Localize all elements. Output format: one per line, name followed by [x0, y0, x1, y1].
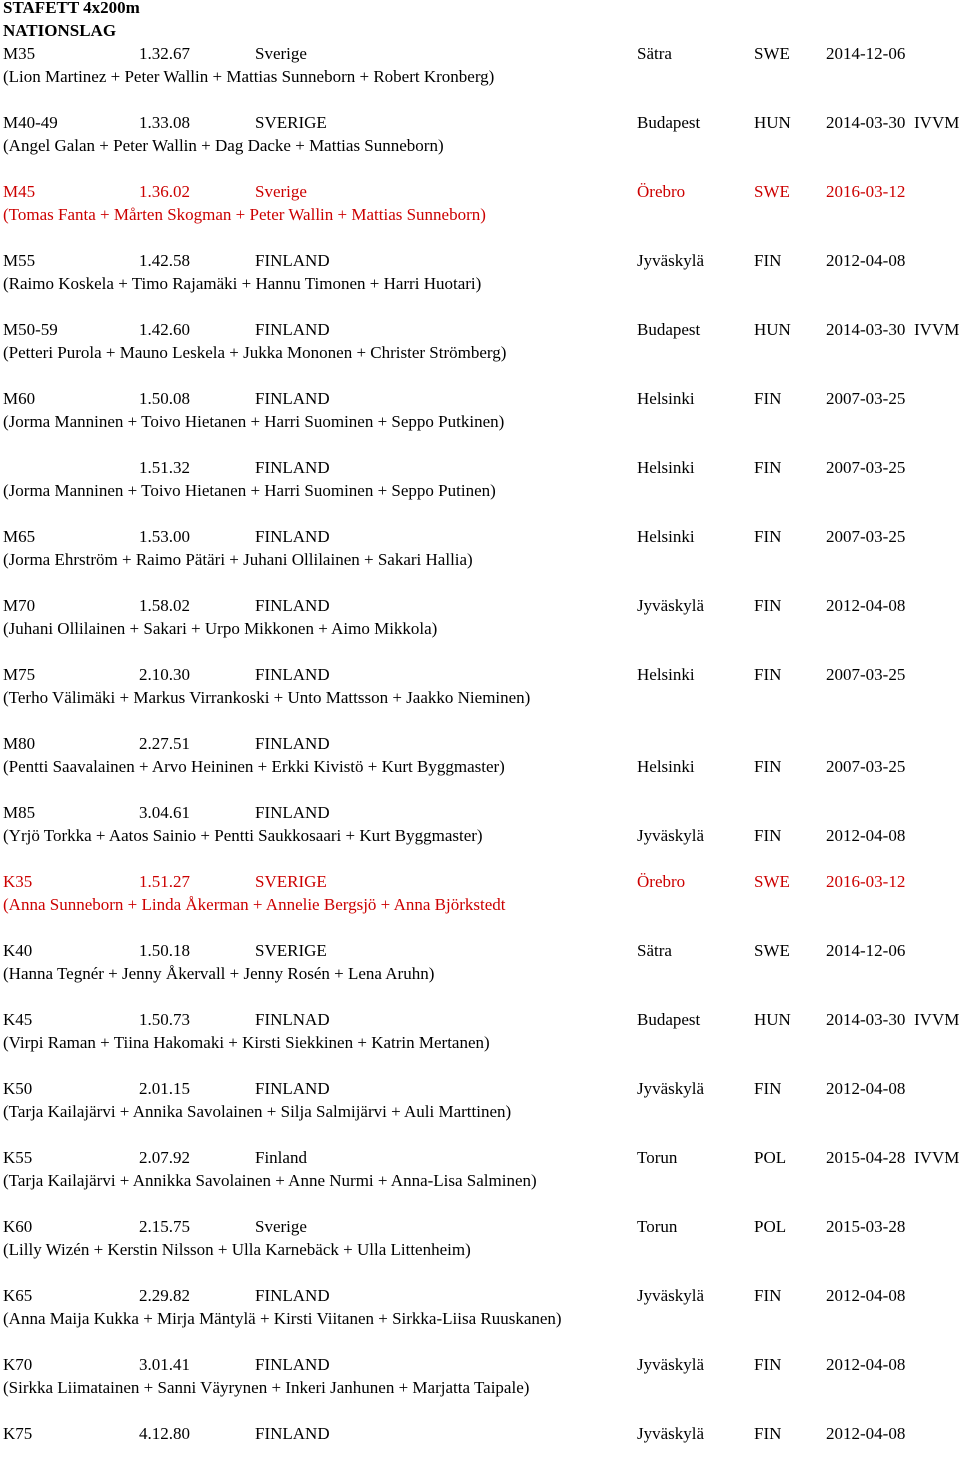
record-row	[0, 1009, 960, 1031]
country-code: FIN	[754, 1079, 782, 1098]
record-date: 2012-04-08	[826, 1079, 906, 1098]
member-names: (Jorma Ehrström + Raimo Pätäri + Juhani Ollilainen + Sakari Hallia)	[3, 550, 473, 569]
event-label: IVVM	[914, 113, 960, 132]
team-name: FINLAND	[255, 320, 330, 339]
event-label: IVVM	[914, 1148, 960, 1167]
venue-city: Jyväskylä	[637, 826, 705, 845]
result-time: 1.42.60	[139, 320, 190, 339]
record-row	[0, 733, 960, 755]
team-name: FINLAND	[255, 389, 330, 408]
record-date: 2012-04-08	[826, 826, 906, 845]
record-row	[0, 526, 960, 548]
record-row	[0, 388, 960, 410]
country-code: FIN	[754, 826, 782, 845]
member-names: (Lion Martinez + Peter Wallin + Mattias Sunneborn + Robert Kronberg)	[3, 67, 495, 86]
venue-city: Sätra	[637, 941, 672, 960]
result-time: 2.27.51	[139, 734, 190, 753]
venue-city: Helsinki	[637, 458, 695, 477]
member-names: (Raimo Koskela + Timo Rajamäki + Hannu Timonen + Harri Huotari)	[3, 274, 482, 293]
venue-city: Örebro	[637, 182, 686, 201]
venue-city: Helsinki	[637, 665, 695, 684]
team-name: FINLAND	[255, 1424, 330, 1443]
team-members	[0, 204, 960, 226]
team-members	[0, 618, 960, 640]
record-row	[0, 1354, 960, 1376]
page-title: STAFETT 4x200m	[3, 0, 140, 17]
team-members	[0, 480, 960, 502]
class-label: K35	[3, 872, 33, 891]
record-date: 2012-04-08	[826, 251, 906, 270]
record-row	[0, 43, 960, 65]
venue-city: Torun	[637, 1217, 678, 1236]
record-date: 2015-04-28	[826, 1148, 906, 1167]
result-time: 1.50.08	[139, 389, 190, 408]
venue-city: Jyväskylä	[637, 1079, 705, 1098]
member-names: (Jorma Manninen + Toivo Hietanen + Harri Suominen + Seppo Putinen)	[3, 481, 496, 500]
result-time: 1.51.27	[139, 872, 190, 891]
member-names: (Juhani Ollilainen + Sakari + Urpo Mikkonen + Aimo Mikkola)	[3, 619, 438, 638]
result-time: 1.58.02	[139, 596, 190, 615]
record-row	[0, 112, 960, 134]
result-time: 1.50.73	[139, 1010, 190, 1029]
venue-city: Helsinki	[637, 527, 695, 546]
team-members	[0, 894, 960, 916]
team-members	[0, 825, 960, 847]
member-names: (Yrjö Torkka + Aatos Sainio + Pentti Saukkosaari + Kurt Byggmaster)	[3, 826, 483, 845]
record-row	[0, 181, 960, 203]
result-time: 1.53.00	[139, 527, 190, 546]
record-row	[0, 250, 960, 272]
team-members	[0, 273, 960, 295]
team-name: SVERIGE	[255, 113, 327, 132]
record-date: 2015-03-28	[826, 1217, 906, 1236]
record-row	[0, 1078, 960, 1100]
country-code: HUN	[754, 320, 791, 339]
record-date: 2016-03-12	[826, 872, 906, 891]
class-label: M55	[3, 251, 36, 270]
result-time: 2.10.30	[139, 665, 190, 684]
class-label: M75	[3, 665, 36, 684]
team-name: FINLAND	[255, 1079, 330, 1098]
team-members	[0, 1101, 960, 1123]
country-code: FIN	[754, 458, 782, 477]
country-code: FIN	[754, 527, 782, 546]
team-members	[0, 687, 960, 709]
country-code: FIN	[754, 1424, 782, 1443]
member-names: (Virpi Raman + Tiina Hakomaki + Kirsti Siekkinen + Katrin Mertanen)	[3, 1033, 490, 1052]
venue-city: Budapest	[637, 1010, 701, 1029]
country-code: SWE	[754, 44, 790, 63]
member-names: (Anna Sunneborn + Linda Åkerman + Annelie Bergsjö + Anna Björkstedt	[3, 895, 506, 914]
class-label: K65	[3, 1286, 33, 1305]
class-label: M40-49	[3, 113, 58, 132]
team-name: FINLAND	[255, 803, 330, 822]
venue-city: Jyväskylä	[637, 1286, 705, 1305]
result-time: 1.32.67	[139, 44, 190, 63]
record-date: 2012-04-08	[826, 1355, 906, 1374]
record-date: 2007-03-25	[826, 665, 906, 684]
class-label: K75	[3, 1424, 33, 1443]
team-name: FINLAND	[255, 458, 330, 477]
record-date: 2014-12-06	[826, 941, 906, 960]
country-code: POL	[754, 1148, 787, 1167]
team-name: SVERIGE	[255, 872, 327, 891]
country-code: HUN	[754, 1010, 791, 1029]
record-row	[0, 1285, 960, 1307]
result-time: 4.12.80	[139, 1424, 190, 1443]
team-members	[0, 66, 960, 88]
record-date: 2014-12-06	[826, 44, 906, 63]
record-date: 2014-03-30	[826, 320, 906, 339]
event-label: IVVM	[914, 320, 960, 339]
country-code: SWE	[754, 872, 790, 891]
venue-city: Budapest	[637, 320, 701, 339]
country-code: FIN	[754, 596, 782, 615]
record-row	[0, 457, 960, 479]
record-date: 2016-03-12	[826, 182, 906, 201]
record-row	[0, 940, 960, 962]
member-names: (Terho Välimäki + Markus Virrankoski + Unto Mattsson + Jaakko Nieminen)	[3, 688, 531, 707]
team-members	[0, 1377, 960, 1399]
member-names: (Lilly Wizén + Kerstin Nilsson + Ulla Karnebäck + Ulla Littenheim)	[3, 1240, 471, 1259]
member-names: (Tarja Kailajärvi + Annika Savolainen + Silja Salmijärvi + Auli Marttinen)	[3, 1102, 512, 1121]
class-label: K60	[3, 1217, 33, 1236]
record-row	[0, 871, 960, 893]
team-members	[0, 1446, 960, 1468]
record-row	[0, 1216, 960, 1238]
result-time: 2.01.15	[139, 1079, 190, 1098]
team-name: Sverige	[255, 182, 307, 201]
result-time: 2.07.92	[139, 1148, 190, 1167]
result-time: 2.29.82	[139, 1286, 190, 1305]
member-names: (Anna Maija Kukka + Mirja Mäntylä + Kirsti Viitanen + Sirkka-Liisa Ruuskanen)	[3, 1309, 562, 1328]
record-date: 2014-03-30	[826, 113, 906, 132]
team-name: SVERIGE	[255, 941, 327, 960]
country-code: FIN	[754, 757, 782, 776]
class-label: M60	[3, 389, 36, 408]
team-name: Finland	[255, 1148, 307, 1167]
result-time: 1.36.02	[139, 182, 190, 201]
team-members	[0, 1170, 960, 1192]
record-row	[0, 664, 960, 686]
record-date: 2012-04-08	[826, 596, 906, 615]
country-code: FIN	[754, 1355, 782, 1374]
team-members	[0, 135, 960, 157]
record-row	[0, 319, 960, 341]
country-code: FIN	[754, 1286, 782, 1305]
result-time: 3.04.61	[139, 803, 190, 822]
class-label: M45	[3, 182, 36, 201]
venue-city: Örebro	[637, 872, 686, 891]
class-label: M80	[3, 734, 36, 753]
result-time: 2.15.75	[139, 1217, 190, 1236]
country-code: SWE	[754, 941, 790, 960]
team-members	[0, 1239, 960, 1261]
country-code: FIN	[754, 389, 782, 408]
team-name: FINLAND	[255, 527, 330, 546]
venue-city: Jyväskylä	[637, 596, 705, 615]
record-date: 2007-03-25	[826, 757, 906, 776]
record-date: 2014-03-30	[826, 1010, 906, 1029]
venue-city: Jyväskylä	[637, 1355, 705, 1374]
venue-city: Jyväskylä	[637, 1424, 705, 1443]
venue-city: Jyväskylä	[637, 251, 705, 270]
member-names: (Pentti Saavalainen + Arvo Heininen + Erkki Kivistö + Kurt Byggmaster)	[3, 757, 505, 776]
team-name: FINLNAD	[255, 1010, 330, 1029]
team-members	[0, 1308, 960, 1330]
member-names: (Petteri Purola + Mauno Leskela + Jukka Mononen + Christer Strömberg)	[3, 343, 507, 362]
venue-city: Helsinki	[637, 757, 695, 776]
record-date: 2007-03-25	[826, 458, 906, 477]
team-name: FINLAND	[255, 1355, 330, 1374]
member-names: (Sirkka Liimatainen + Sanni Väyrynen + Inkeri Janhunen + Marjatta Taipale)	[3, 1378, 530, 1397]
member-names: (Angel Galan + Peter Wallin + Dag Dacke + Mattias Sunneborn)	[3, 136, 444, 155]
record-date: 2007-03-25	[826, 389, 906, 408]
event-label: IVVM	[914, 1010, 960, 1029]
result-time: 1.50.18	[139, 941, 190, 960]
venue-city: Budapest	[637, 113, 701, 132]
member-names: (Tomas Fanta + Mårten Skogman + Peter Wallin + Mattias Sunneborn)	[3, 205, 486, 224]
country-code: FIN	[754, 665, 782, 684]
class-label: M85	[3, 803, 36, 822]
result-time: 1.33.08	[139, 113, 190, 132]
result-time: 1.51.32	[139, 458, 190, 477]
country-code: FIN	[754, 251, 782, 270]
page-subtitle: NATIONSLAG	[3, 21, 117, 40]
result-time: 1.42.58	[139, 251, 190, 270]
record-date: 2012-04-08	[826, 1424, 906, 1443]
class-label: K50	[3, 1079, 33, 1098]
team-name: FINLAND	[255, 665, 330, 684]
class-label: K45	[3, 1010, 33, 1029]
country-code: SWE	[754, 182, 790, 201]
record-row	[0, 802, 960, 824]
result-time: 3.01.41	[139, 1355, 190, 1374]
record-row	[0, 1423, 960, 1445]
member-names: (Jorma Manninen + Toivo Hietanen + Harri Suominen + Seppo Putkinen)	[3, 412, 505, 431]
class-label: K55	[3, 1148, 33, 1167]
team-name: FINLAND	[255, 734, 330, 753]
team-members	[0, 756, 960, 778]
record-row	[0, 595, 960, 617]
class-label: M65	[3, 527, 36, 546]
class-label: M50-59	[3, 320, 58, 339]
team-members	[0, 963, 960, 985]
venue-city: Torun	[637, 1148, 678, 1167]
record-date: 2012-04-08	[826, 1286, 906, 1305]
member-names: (Tarja Kailajärvi + Annikka Savolainen + Anne Nurmi + Anna-Lisa Salminen)	[3, 1171, 537, 1190]
team-name: FINLAND	[255, 596, 330, 615]
class-label: K70	[3, 1355, 33, 1374]
team-name: FINLAND	[255, 251, 330, 270]
member-names: (Hanna Tegnér + Jenny Åkervall + Jenny Rosén + Lena Aruhn)	[3, 964, 435, 983]
team-name: FINLAND	[255, 1286, 330, 1305]
team-members	[0, 342, 960, 364]
venue-city: Sätra	[637, 44, 672, 63]
team-name: Sverige	[255, 1217, 307, 1236]
team-members	[0, 1032, 960, 1054]
team-members	[0, 411, 960, 433]
record-date: 2007-03-25	[826, 527, 906, 546]
country-code: HUN	[754, 113, 791, 132]
record-row	[0, 1147, 960, 1169]
venue-city: Helsinki	[637, 389, 695, 408]
class-label: M35	[3, 44, 36, 63]
team-members	[0, 549, 960, 571]
class-label: M70	[3, 596, 36, 615]
class-label: K40	[3, 941, 33, 960]
team-name: Sverige	[255, 44, 307, 63]
country-code: POL	[754, 1217, 787, 1236]
